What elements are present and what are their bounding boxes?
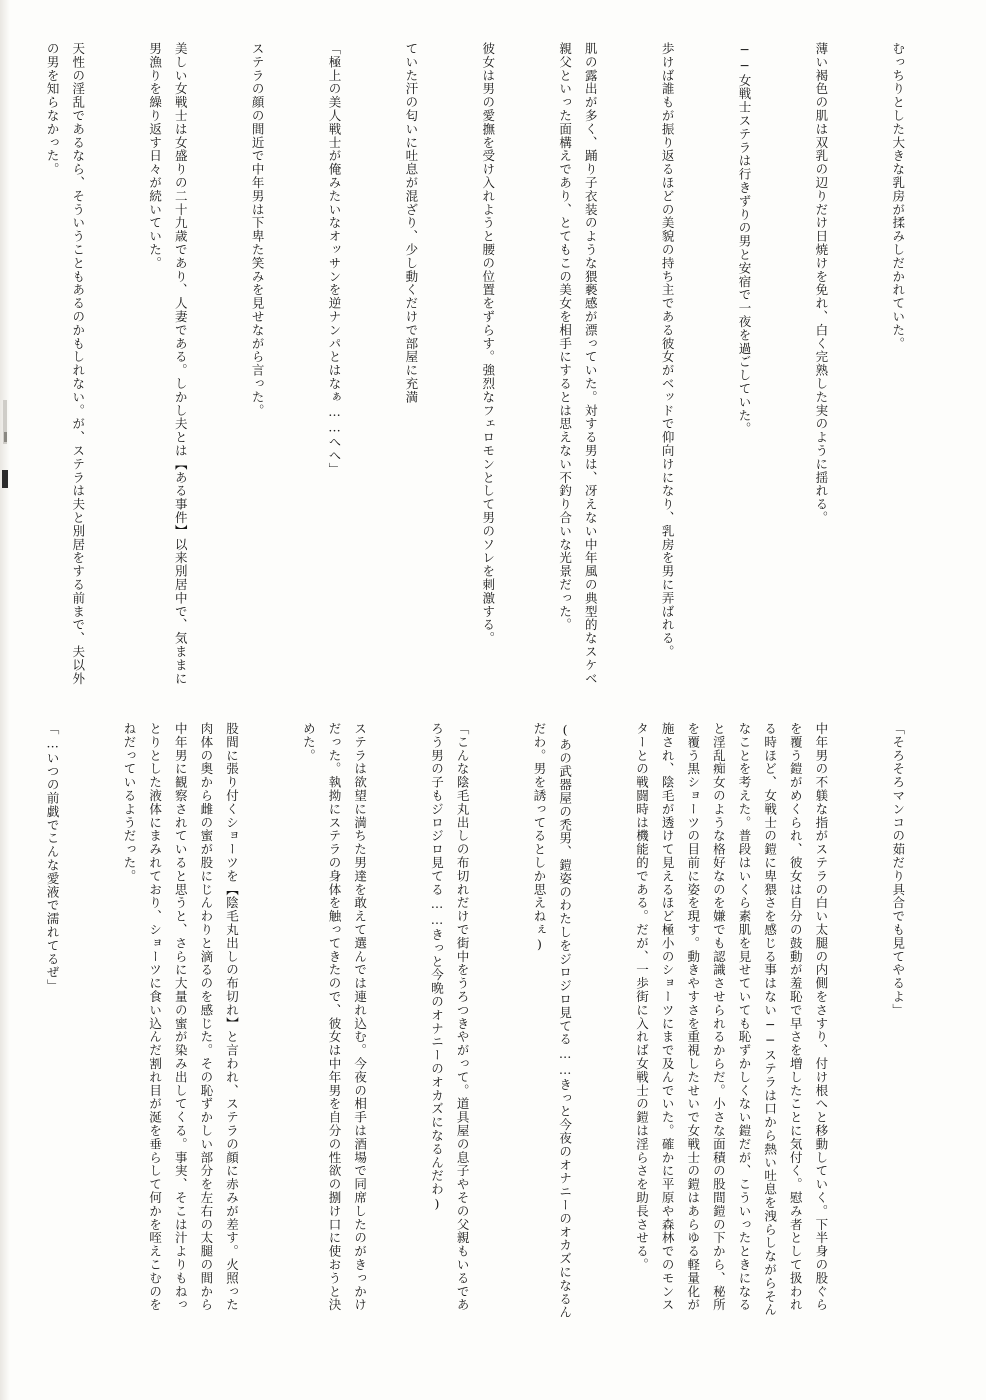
- paragraph: 股間に張り付くショーツを【陰毛丸出しの布切れ】と言われ、ステラの顔に赤みが差す。火照った肉体の奥から雌の蜜が股にじんわりと滴るのを感じた。その恥ずかしい部分を左右の太腿の間から中年男に観察されていると思うと、さらに大量の蜜が染み出してくる。事実、そこは汁よりもねっとりとした液体にまみれており、ショーツに食い込んだ割れ目が涎を垂らして何かを咥えこむのをねだっているようだった。: [122, 722, 240, 1312]
- body-text-top-block: [45, 42, 962, 692]
- paragraph: 歩けば誰もが振り返るほどの美貌の持ち主である彼女がベッドで仰向けになり、乳房を男に弄ばれる。: [660, 42, 676, 659]
- paragraph: 薄い褐色の肌は双乳の辺りだけ日焼けを免れ、白く完熟した実のように揺れる。: [813, 42, 829, 525]
- paragraph: ──女戦士ステラは行きずりの男と安宿で一夜を過ごしていた。: [737, 42, 752, 436]
- paragraph: むっちりとした大きな乳房が揉みしだかれていた。: [890, 42, 906, 351]
- body-text-bottom-block: [45, 722, 962, 1322]
- paragraph: (あの武器屋の禿男、鎧姿のわたしをジロジロ見てる……きっと今夜のオナニーのオカズになるんだわ。男を誘ってるとしか思えねぇ): [532, 722, 573, 1320]
- paragraph: 彼女は男の愛撫を受け入れようと腰の位置をずらす。強烈なフェロモンとして男のソレを刺激する。: [480, 42, 496, 645]
- paragraph: 美しい女戦士は女盛りの二十九歳であり、人妻である。しかし夫とは【ある事件】以来別居中で、気ままに男漁りを繰り返す日々が続いていた。: [147, 42, 189, 686]
- paragraph: ステラの顔の間近で中年男は下卑た笑みを見せながら言った。: [250, 42, 266, 418]
- paragraph: 肌の露出が多く、踊り子衣装のような猥褻感が漂っていた。対する男は、冴えない中年風の典型的なスケベ親父といった面構えであり、とてもこの美女を相手にするとは思えない不釣り合いな光景だった。: [557, 42, 599, 686]
- paragraph: 中年男の不躾な指がステラの白い太腿の内側をさすり、付け根へと移動していく。下半身の股ぐらを覆う鎧がめくられ、彼女は自分の鼓動が羞恥で早さを増したことに気付く。慰み者として扱われる時ほど、女戦士の鎧に卑猥さを感じる事はない──ステラは口から熱い吐息を洩らしながらそんなことを考えた。普段はいくら素肌を見せていても恥ずかしくない鎧だが、こういったときになると淫乱痴女のような格好なのを嫌でも認識させられるからだ。小さな面積の股間鎧の下から、秘所を覆う黒ショーツの目前に姿を現す。動きやすさを重視したせいで女戦士の鎧はあらゆる軽量化が施され、陰毛が透けて見えるほど極小のショーツにまで及んでいた。確かに平原や森林でのモンスターとの戦闘時は機能的である。だが、一歩街に入れば女戦士の鎧は淫らさを助長させる。: [634, 722, 829, 1317]
- paragraph: 「極上の美人戦士が俺みたいなオッサンを逆ナンパとはなぁ……へへ」: [327, 42, 342, 476]
- paragraph: 天性の淫乱であるなら、そういうこともあるのかもしれない。が、ステラは夫と別居をする前まで、夫以外の男を知らなかった。: [45, 42, 86, 686]
- paragraph: 「こんな陰毛丸出しの布切れだけで街中をうろつきやがって。道具屋の息子やその父親もいるであろう男の子もジロジロ見てる……きっと今晩のオナニーのオカズになるんだわ): [429, 722, 471, 1312]
- paragraph: ステラは欲望に満ちた男達を敢えて選んでは連れ込む。今夜の相手は酒場で同席したのがきっかけだった。執拗にステラの身体を触ってきたので、彼女は中年男を自分の性欲の捌け口に使おうと決めた。: [301, 722, 368, 1312]
- paragraph: 「…いつの前戯でこんな愛液で濡れてるぜ」: [45, 722, 61, 993]
- paragraph: 「そろそろマンコの茹だり具合でも見てやるよ」: [890, 722, 906, 1017]
- paragraph: ていた汗の匂いに吐息が混ざり、少し動くだけで部屋に充満: [403, 42, 419, 404]
